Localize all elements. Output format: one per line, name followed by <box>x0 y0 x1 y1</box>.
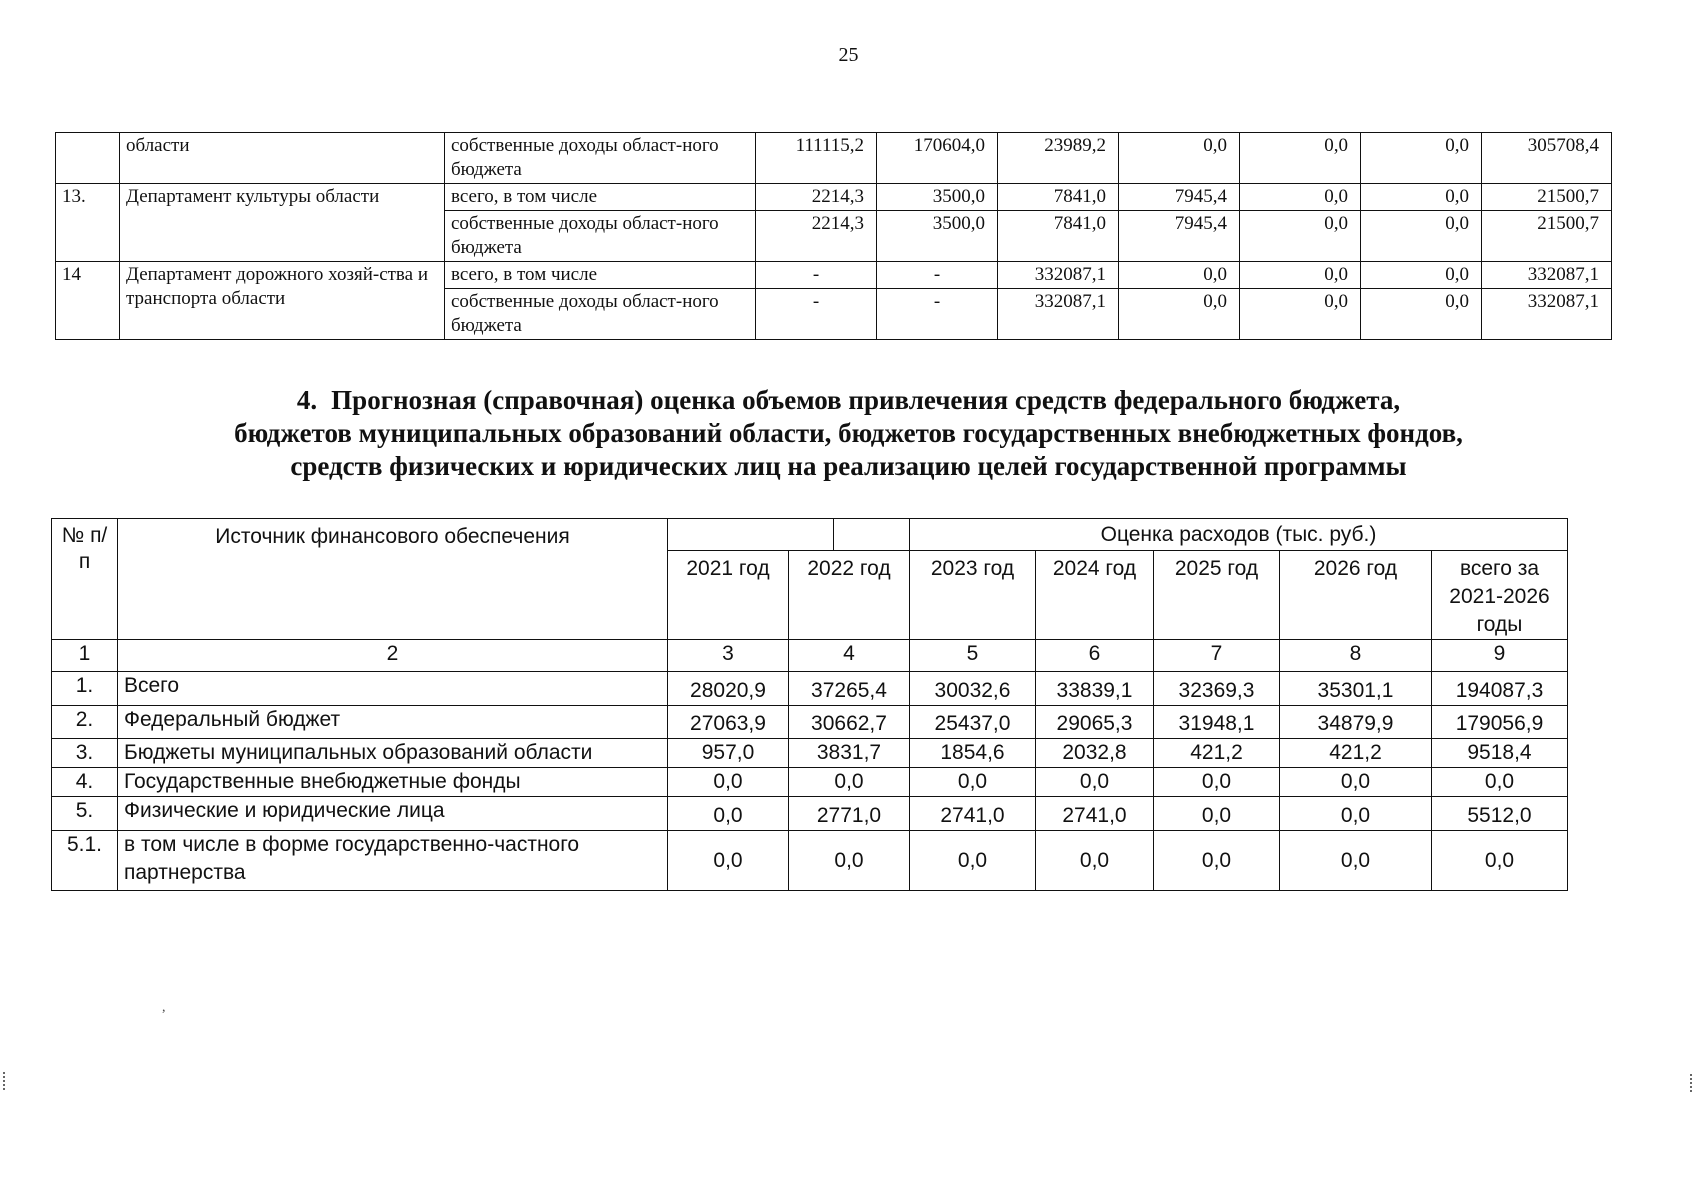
value-cell: 2214,3 <box>756 184 877 211</box>
department-name-cell: Департамент дорожного хозяй-ства и транспорта области <box>120 262 445 340</box>
value-cell: 37265,4 <box>789 672 910 706</box>
value-cell: 29065,3 <box>1036 706 1154 739</box>
value-cell: 1854,6 <box>910 739 1036 768</box>
value-cell: 3831,7 <box>789 739 910 768</box>
number-column-header: № п/п <box>52 519 118 640</box>
value-cell: 0,0 <box>1280 831 1432 891</box>
value-cell: 2214,3 <box>756 211 877 262</box>
value-cell: 170604,0 <box>877 133 998 184</box>
value-cell: - <box>756 262 877 289</box>
value-cell: 0,0 <box>910 768 1036 797</box>
column-number: 3 <box>668 640 789 672</box>
value-cell: 2032,8 <box>1036 739 1154 768</box>
value-cell: 7841,0 <box>998 184 1119 211</box>
total-cell: 21500,7 <box>1482 184 1612 211</box>
value-cell: 0,0 <box>1361 211 1482 262</box>
department-name-cell: области <box>120 133 445 184</box>
value-cell: 332087,1 <box>998 289 1119 340</box>
header-row <box>52 519 1568 551</box>
value-cell: 30662,7 <box>789 706 910 739</box>
value-cell: 0,0 <box>910 831 1036 891</box>
value-cell: 23989,2 <box>998 133 1119 184</box>
column-number: 8 <box>1280 640 1432 672</box>
total-cell: 332087,1 <box>1482 289 1612 340</box>
table-row <box>56 262 1612 289</box>
value-cell: - <box>756 289 877 340</box>
table-row <box>52 739 1568 768</box>
value-cell: 0,0 <box>1119 133 1240 184</box>
value-cell: 957,0 <box>668 739 789 768</box>
row-number-cell: 3. <box>52 739 118 768</box>
total-cell: 179056,9 <box>1432 706 1568 739</box>
row-number-cell: 4. <box>52 768 118 797</box>
value-cell: 111115,2 <box>756 133 877 184</box>
funding-forecast-table <box>51 518 1568 891</box>
table-row <box>52 706 1568 739</box>
row-number-cell: 2. <box>52 706 118 739</box>
year-column-header: 2025 год <box>1154 551 1280 640</box>
column-number-row <box>52 640 1568 672</box>
value-cell: 0,0 <box>668 831 789 891</box>
total-cell: 5512,0 <box>1432 797 1568 831</box>
value-cell: 33839,1 <box>1036 672 1154 706</box>
value-cell: 7945,4 <box>1119 211 1240 262</box>
table-row <box>56 184 1612 211</box>
value-cell: - <box>877 262 998 289</box>
total-cell: 194087,3 <box>1432 672 1568 706</box>
value-cell: 0,0 <box>1119 262 1240 289</box>
scan-edge-mark <box>3 1072 7 1090</box>
value-cell: 34879,9 <box>1280 706 1432 739</box>
value-cell: 0,0 <box>1036 831 1154 891</box>
value-cell: 3500,0 <box>877 184 998 211</box>
value-cell: 32369,3 <box>1154 672 1280 706</box>
total-cell: 9518,4 <box>1432 739 1568 768</box>
value-cell: 0,0 <box>1280 797 1432 831</box>
value-cell: 2771,0 <box>789 797 910 831</box>
value-cell: 31948,1 <box>1154 706 1280 739</box>
column-number: 1 <box>52 640 118 672</box>
value-cell: 332087,1 <box>998 262 1119 289</box>
value-cell: 0,0 <box>668 768 789 797</box>
value-cell: 25437,0 <box>910 706 1036 739</box>
value-cell: 0,0 <box>1240 133 1361 184</box>
value-cell: 0,0 <box>1240 184 1361 211</box>
value-cell: 0,0 <box>1154 797 1280 831</box>
value-cell: 2741,0 <box>910 797 1036 831</box>
column-number: 7 <box>1154 640 1280 672</box>
source-cell: Федеральный бюджет <box>118 706 668 739</box>
value-cell: 0,0 <box>1361 262 1482 289</box>
value-cell: 421,2 <box>1154 739 1280 768</box>
source-cell: Бюджеты муниципальных образований области <box>118 739 668 768</box>
value-cell: 27063,9 <box>668 706 789 739</box>
section-title-line: бюджетов муниципальных образований области, бюджетов государственных внебюджетных фондов, <box>234 418 1463 448</box>
row-number-cell: 13. <box>56 184 120 262</box>
funding-source-cell: собственные доходы област-ного бюджета <box>445 289 756 340</box>
value-cell: 0,0 <box>1240 211 1361 262</box>
department-name-cell: Департамент культуры области <box>120 184 445 262</box>
value-cell: 3500,0 <box>877 211 998 262</box>
source-cell: в том числе в форме государственно-частного партнерства <box>118 831 668 891</box>
value-cell: 0,0 <box>668 797 789 831</box>
source-cell: Всего <box>118 672 668 706</box>
year-column-header: 2026 год <box>1280 551 1432 640</box>
value-cell: 0,0 <box>1240 289 1361 340</box>
table-row <box>56 133 1612 184</box>
value-cell: 0,0 <box>789 831 910 891</box>
value-cell: 0,0 <box>1240 262 1361 289</box>
scan-edge-mark <box>1690 1074 1694 1092</box>
table-row <box>52 768 1568 797</box>
value-cell: 0,0 <box>1119 289 1240 340</box>
total-cell: 21500,7 <box>1482 211 1612 262</box>
total-cell: 0,0 <box>1432 768 1568 797</box>
total-cell: 0,0 <box>1432 831 1568 891</box>
header-split-cell <box>668 519 910 551</box>
source-cell: Физические и юридические лица <box>118 797 668 831</box>
funding-source-cell: всего, в том числе <box>445 184 756 211</box>
value-cell: - <box>877 289 998 340</box>
value-cell: 0,0 <box>1280 768 1432 797</box>
scan-speck: , <box>162 1000 166 1015</box>
value-cell: 0,0 <box>1361 289 1482 340</box>
page-number: 25 <box>838 44 859 66</box>
section-title-text: Прогнозная (справочная) оценка объемов привлечения средств федерального бюджета, <box>331 385 1401 415</box>
section-number: 4. <box>296 385 318 415</box>
funding-source-cell: собственные доходы област-ного бюджета <box>445 211 756 262</box>
expense-group-header: Оценка расходов (тыс. руб.) <box>910 519 1568 551</box>
year-column-header: 2022 год <box>789 551 910 640</box>
column-number: 5 <box>910 640 1036 672</box>
value-cell: 0,0 <box>789 768 910 797</box>
row-number-cell <box>56 133 120 184</box>
source-column-header: Источник финансового обеспечения <box>118 519 668 640</box>
section-title-line: средств физических и юридических лиц на реализацию целей государственной программы <box>290 451 1407 481</box>
table-row <box>52 797 1568 831</box>
row-number-cell: 5.1. <box>52 831 118 891</box>
value-cell: 0,0 <box>1154 831 1280 891</box>
year-column-header: 2023 год <box>910 551 1036 640</box>
value-cell: 30032,6 <box>910 672 1036 706</box>
value-cell: 0,0 <box>1361 184 1482 211</box>
value-cell: 35301,1 <box>1280 672 1432 706</box>
year-column-header: 2021 год <box>668 551 789 640</box>
value-cell: 7945,4 <box>1119 184 1240 211</box>
section-title-line <box>0 384 1697 417</box>
value-cell: 0,0 <box>1361 133 1482 184</box>
row-number-cell: 14 <box>56 262 120 340</box>
column-number: 2 <box>118 640 668 672</box>
value-cell: 28020,9 <box>668 672 789 706</box>
total-cell: 305708,4 <box>1482 133 1612 184</box>
section-title <box>0 384 1697 483</box>
year-column-header: 2024 год <box>1036 551 1154 640</box>
total-cell: 332087,1 <box>1482 262 1612 289</box>
source-cell: Государственные внебюджетные фонды <box>118 768 668 797</box>
total-column-header: всего за 2021-2026 годы <box>1432 551 1568 640</box>
funding-source-cell: собственные доходы област-ного бюджета <box>445 133 756 184</box>
column-number: 9 <box>1432 640 1568 672</box>
table-row <box>52 672 1568 706</box>
budget-allocation-table-continued <box>55 132 1612 340</box>
row-number-cell: 1. <box>52 672 118 706</box>
column-number: 6 <box>1036 640 1154 672</box>
value-cell: 0,0 <box>1154 768 1280 797</box>
value-cell: 0,0 <box>1036 768 1154 797</box>
funding-source-cell: всего, в том числе <box>445 262 756 289</box>
value-cell: 2741,0 <box>1036 797 1154 831</box>
column-number: 4 <box>789 640 910 672</box>
value-cell: 421,2 <box>1280 739 1432 768</box>
table-row <box>52 831 1568 891</box>
value-cell: 7841,0 <box>998 211 1119 262</box>
row-number-cell: 5. <box>52 797 118 831</box>
